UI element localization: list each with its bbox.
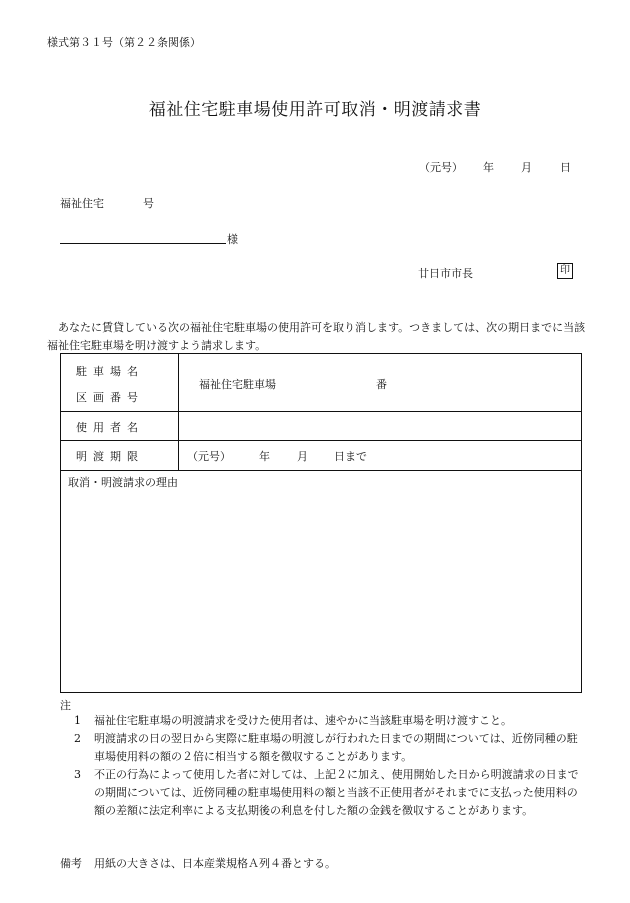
parking-name-label: 駐車場名 <box>76 365 144 378</box>
parking-value: 福祉住宅駐車場 <box>199 378 276 391</box>
note-item <box>74 712 584 730</box>
addressee-name-line <box>60 243 226 244</box>
note-number: 1 <box>74 714 81 727</box>
issuer-title: 廿日市市長 <box>418 267 473 280</box>
section-number-label: 区画番号 <box>76 391 144 404</box>
note-number: 2 <box>74 732 81 745</box>
form-number: 様式第３１号（第２２条関係） <box>47 36 201 49</box>
addressee-honorific: 様 <box>227 233 238 246</box>
table-row-divider <box>61 440 581 441</box>
remarks-text: 用紙の大きさは、日本産業規格Ａ列４番とする。 <box>94 857 336 870</box>
date-month: 月 <box>521 161 532 174</box>
table-row-divider <box>61 470 581 471</box>
deadline-day-until: 日まで <box>334 450 367 463</box>
residence-label: 福祉住宅 <box>60 197 104 210</box>
residence-number-suffix: 号 <box>143 197 154 210</box>
date-year: 年 <box>483 161 494 174</box>
details-table <box>60 353 582 693</box>
section-suffix: 番 <box>376 378 387 391</box>
deadline-label: 明渡期限 <box>76 450 144 463</box>
intro-paragraph: あなたに賃貸している次の福祉住宅駐車場の使用許可を取り消します。つきましては、次の期日までに当該福祉住宅駐車場を明け渡すよう請求します。 <box>47 321 586 352</box>
note-item <box>74 730 584 766</box>
note-item <box>74 766 584 820</box>
date-era: （元号） <box>419 161 463 174</box>
reason-label: 取消・明渡請求の理由 <box>68 476 178 489</box>
notes-heading: 注 <box>60 699 71 712</box>
deadline-month: 月 <box>297 450 308 463</box>
date-day: 日 <box>560 161 571 174</box>
seal-stamp: 印 <box>557 263 573 279</box>
deadline-year: 年 <box>259 450 270 463</box>
note-number: 3 <box>74 768 81 781</box>
remarks-label: 備考 <box>60 857 82 870</box>
table-row-divider <box>61 411 581 412</box>
table-column-divider <box>178 354 179 470</box>
document-title: 福祉住宅駐車場使用許可取消・明渡請求書 <box>148 100 482 120</box>
user-name-label: 使用者名 <box>76 421 144 434</box>
note-text: 不正の行為によって使用した者に対しては、上記２に加え、使用開始した日から明渡請求の日までの期間については、近傍同種の駐車場使用料の額と当該不正使用者がそれまでに支払った使用料の額の差額に法定利率による支払期後の利息を付した額の金銭を徴収することがあります。 <box>94 768 579 817</box>
deadline-era: （元号） <box>187 450 231 463</box>
note-text: 明渡請求の日の翌日から実際に駐車場の明渡しが行われた日までの期間については、近傍同種の駐車場使用料の額の２倍に相当する額を徴収することがあります。 <box>94 732 578 763</box>
note-text: 福祉住宅駐車場の明渡請求を受けた使用者は、速やかに当該駐車場を明け渡すこと。 <box>94 714 512 727</box>
